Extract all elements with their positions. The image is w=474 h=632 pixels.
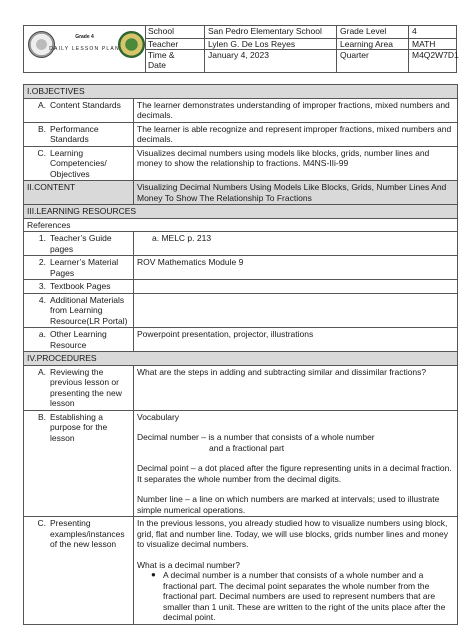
item-letter: a. bbox=[38, 329, 46, 339]
grade-level-label: Grade Level bbox=[337, 26, 409, 39]
examples-intro: In the previous lessons, you already studied how to visualize numbers using block, grid, flat and number line. Today, we will use blocks, grids number lines and money to visualize decimal numbers. bbox=[137, 518, 449, 549]
grade-label: Grade 4 bbox=[75, 34, 94, 40]
content-row bbox=[24, 181, 458, 205]
lesson-plan-table bbox=[23, 84, 458, 625]
item-number: C. bbox=[37, 518, 46, 528]
performance-standards-row bbox=[24, 122, 458, 146]
quarter-value: M4Q2W7D1 bbox=[412, 50, 459, 60]
learning-competencies-value: Visualizes decimal numbers using models like blocks, grids, number lines and money to show the relationship to fractions. M4NS-IIi-99 bbox=[134, 146, 458, 181]
procedures-heading-row bbox=[24, 352, 458, 366]
school-label: School bbox=[145, 26, 205, 39]
list-item bbox=[151, 570, 454, 623]
textbook-pages-value bbox=[134, 280, 458, 294]
decimal-point-definition: Decimal point – a dot placed after the figure representing units in a decimal fraction. It separates the whole number from the decimal digits. bbox=[137, 463, 452, 484]
item-number: 3. bbox=[38, 281, 46, 291]
content-standards-label: Content Standards bbox=[50, 99, 121, 110]
purpose-label: Establishing a purpose for the lesson bbox=[50, 411, 108, 443]
other-resource-label: Other Learning Resource bbox=[50, 329, 107, 350]
item-number: B. bbox=[37, 411, 46, 422]
learning-competencies-label: Learning Competencies/ Objectives bbox=[50, 147, 107, 179]
item-number: 2. bbox=[38, 257, 46, 267]
additional-materials-value bbox=[134, 293, 458, 328]
review-value: What are the steps in adding and subtracting similar and dissimilar fractions? bbox=[134, 365, 458, 410]
other-resource-row bbox=[24, 328, 458, 352]
decimal-number-definition: Decimal number – is a number that consists of a whole number bbox=[137, 432, 375, 442]
objectives-heading-row bbox=[24, 85, 458, 99]
item-number: A. bbox=[37, 366, 46, 377]
review-row bbox=[24, 365, 458, 410]
vocabulary-heading: Vocabulary bbox=[137, 411, 180, 422]
grade-level-value: 4 bbox=[409, 26, 456, 39]
additional-materials-row bbox=[24, 293, 458, 328]
decimal-explanation: A decimal number is a number that consists of a whole number and a fractional part. The decimal point separates the whole number from the fractional part. Decimal numbers are used to represent numbers that are smaller than 1 unit. These are written to the right of the units place after the decimal point. bbox=[163, 570, 446, 622]
other-resource-value: Powerpoint presentation, projector, illustrations bbox=[134, 328, 458, 352]
learners-material-label: Learner’s Material Pages bbox=[50, 257, 119, 278]
textbook-pages-label: Textbook Pages bbox=[50, 281, 111, 291]
bullet-icon: ● bbox=[151, 570, 156, 579]
teachers-guide-label: Teacher’s Guide pages bbox=[50, 233, 112, 254]
school-value: San Pedro Elementary School bbox=[205, 26, 337, 39]
learners-material-value: ROV Mathematics Module 9 bbox=[134, 256, 458, 280]
daily-lesson-plan-label: DAILY LESSON PLAN bbox=[49, 46, 120, 52]
decimal-question: What is a decimal number? bbox=[137, 559, 240, 570]
content-standards-row bbox=[24, 98, 458, 122]
quarter-label: Quarter bbox=[337, 50, 409, 72]
textbook-pages-row bbox=[24, 280, 458, 294]
resources-heading: III.LEARNING RESOURCES bbox=[24, 205, 458, 219]
decimal-number-definition-cont: and a fractional part bbox=[209, 442, 285, 453]
header-logo-cell bbox=[24, 26, 146, 72]
examples-row bbox=[24, 517, 458, 625]
time-date-value: January 4, 2023 bbox=[205, 50, 337, 72]
item-number: B. bbox=[37, 123, 46, 134]
content-standards-value: The learner demonstrates understanding of improper fractions, mixed numbers and decimals. bbox=[134, 98, 458, 122]
content-value: Visualizing Decimal Numbers Using Models Like Blocks, Grids, Number Lines And Money To Show The Relationship To Fractions bbox=[134, 181, 458, 205]
references-row bbox=[24, 218, 458, 232]
examples-label: Presenting examples/instances of the new lesson bbox=[50, 518, 125, 549]
content-heading: II.CONTENT bbox=[24, 181, 134, 205]
review-label: Reviewing the previous lesson or presenting the new lesson bbox=[50, 366, 122, 408]
learning-competencies-row bbox=[24, 146, 458, 181]
learning-area-label: Learning Area bbox=[337, 39, 409, 50]
item-number: C. bbox=[37, 147, 46, 158]
objectives-heading: I.OBJECTIVES bbox=[24, 85, 458, 99]
teachers-guide-row bbox=[24, 232, 458, 256]
item-number: 1. bbox=[38, 233, 46, 243]
performance-standards-value: The learner is able recognize and represent improper fractions, mixed numbers and decimals. bbox=[134, 122, 458, 146]
learning-area-value: MATH bbox=[409, 39, 456, 50]
time-date-label: Time & Date bbox=[145, 50, 205, 72]
purpose-row bbox=[24, 410, 458, 517]
examples-value bbox=[134, 517, 458, 625]
references-label: References bbox=[24, 218, 458, 232]
teacher-label: Teacher bbox=[145, 39, 205, 50]
additional-materials-label: Additional Materials from Learning Resource(LR Portal) bbox=[50, 294, 128, 326]
item-number: A. bbox=[37, 99, 46, 110]
procedures-heading: IV.PROCEDURES bbox=[24, 352, 458, 366]
performance-standards-label: Performance Standards bbox=[50, 123, 99, 144]
item-number: 4. bbox=[38, 294, 46, 305]
learners-material-row bbox=[24, 256, 458, 280]
teachers-guide-value: a. MELC p. 213 bbox=[134, 232, 458, 256]
resources-heading-row bbox=[24, 205, 458, 219]
number-line-definition: Number line – a line on which numbers are marked at intervals; used to illustrate simple numerical operations. bbox=[137, 494, 440, 515]
header-table bbox=[23, 25, 457, 73]
purpose-value bbox=[134, 410, 458, 517]
teacher-value: Lylen G. De Los Reyes bbox=[205, 39, 337, 50]
